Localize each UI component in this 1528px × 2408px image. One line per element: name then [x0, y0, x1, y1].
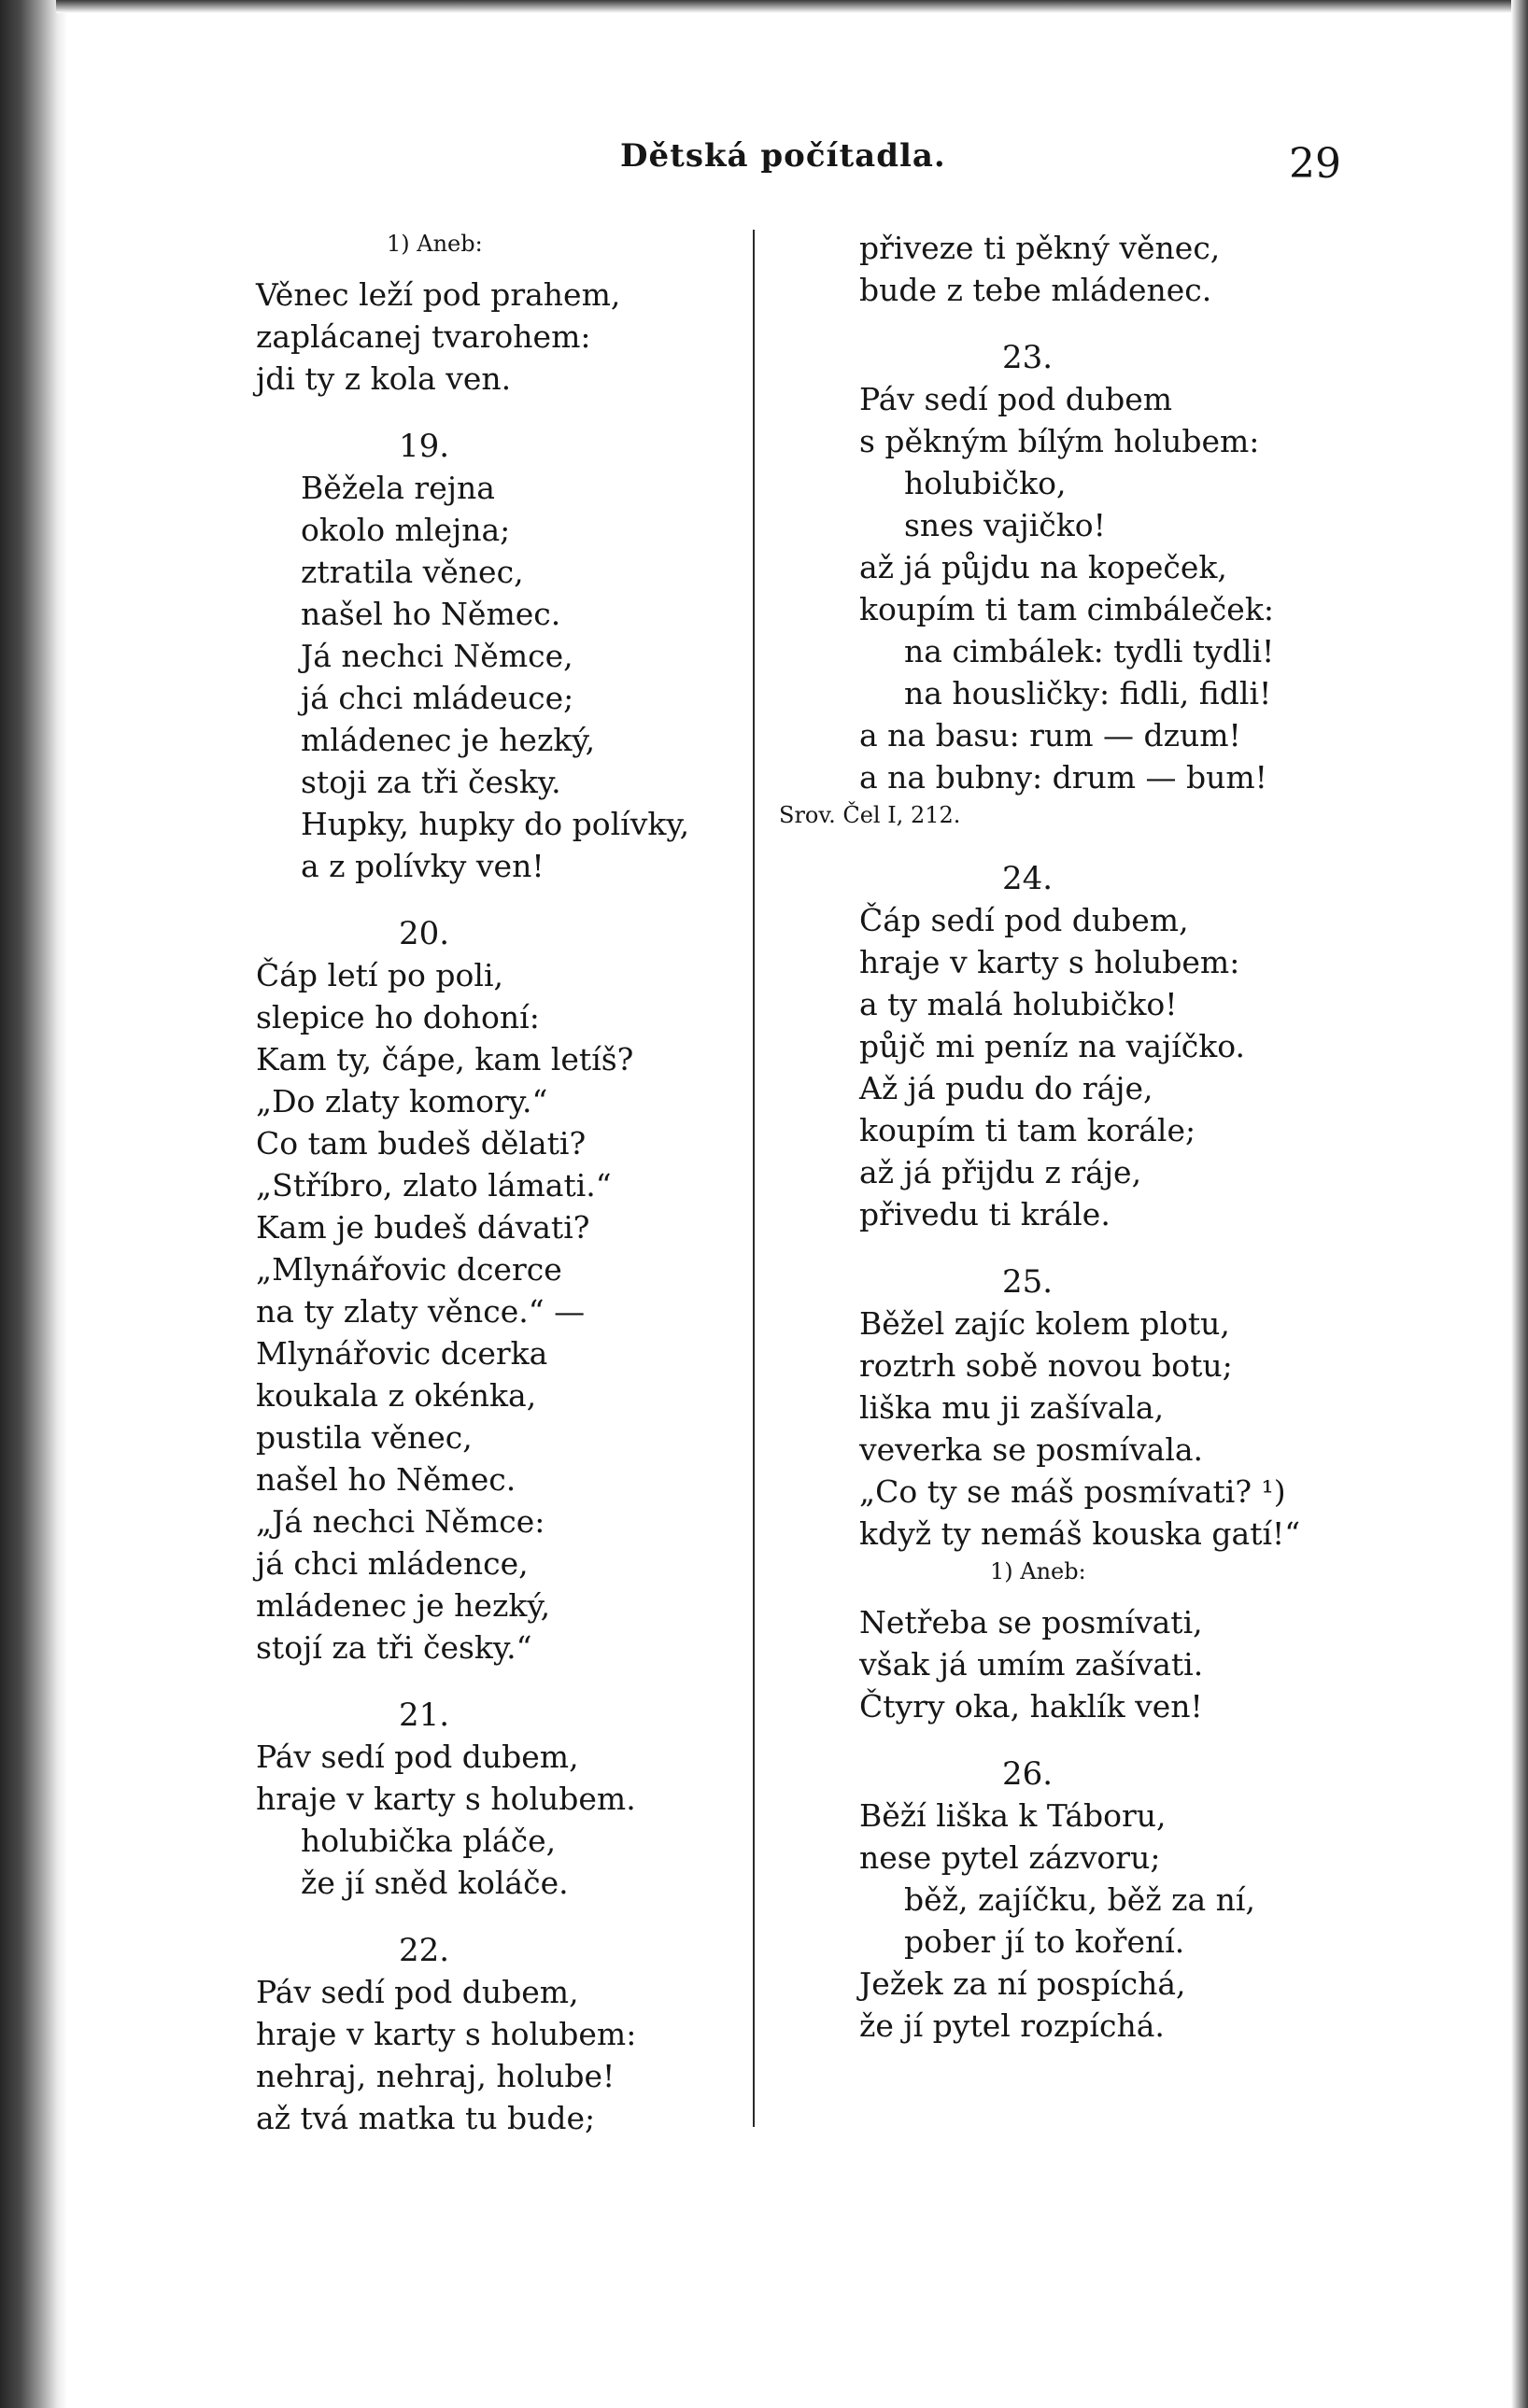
poem-number: 26. [1001, 1755, 1054, 1793]
verse-line: „Mlynářovic dcerce [256, 1251, 562, 1288]
verse-line: na housličky: fidli, fidli! [904, 675, 1272, 711]
verse-line: Ježek za ní pospíchá, [859, 1965, 1186, 2002]
verse-line: Běžel zajíc kolem plotu, [859, 1305, 1230, 1342]
verse-line: na cimbálek: tydli tydli! [904, 633, 1275, 669]
verse-line: snes vajičko! [904, 507, 1106, 543]
poem-number: 22. [398, 1932, 450, 1969]
verse-line: Čtyry oka, haklík ven! [859, 1688, 1203, 1725]
verse-line: Páv sedí pod dubem, [256, 1739, 579, 1775]
verse-line: koupím ti tam cimbáleček: [859, 591, 1274, 627]
verse-line: Páv sedí pod dubem, [256, 1974, 579, 2010]
poem-number: 24. [1001, 860, 1054, 897]
verse-line: mládenec je hezký, [301, 722, 596, 758]
verse-line: já chci mládeuce; [301, 680, 574, 716]
verse-line: ztratila věnec, [301, 554, 524, 590]
verse-line: přivedu ti krále. [859, 1196, 1111, 1232]
verse-line: Čáp sedí pod dubem, [859, 902, 1189, 938]
verse-line: že jí pytel rozpíchá. [859, 2007, 1165, 2044]
poem-number: 21. [398, 1697, 450, 1734]
verse-line: Čáp letí po poli, [256, 957, 503, 993]
poem-19 [256, 426, 742, 887]
poem-number: 25. [1001, 1263, 1054, 1301]
verse-line: zaplácanej tvarohem: [256, 318, 591, 355]
verse-line: Netřeba se posmívati, [859, 1604, 1203, 1641]
verse-line: a z polívky ven! [301, 848, 545, 884]
verse-line: pober jí to koření. [904, 1923, 1185, 1960]
verse-line: přiveze ti pěkný věnec, [859, 230, 1221, 266]
footnote-18 [256, 227, 742, 400]
verse-line: „Já nechci Němce: [256, 1503, 545, 1540]
poem-26 [859, 1753, 1345, 2047]
verse-line: jdi ty z kola ven. [256, 360, 512, 397]
verse-line: Co tam budeš dělati? [256, 1125, 587, 1162]
verse-line: „Co ty se máš posmívati? ¹) [859, 1473, 1286, 1510]
page-number: 29 [1289, 140, 1341, 188]
footnote-25 [859, 1555, 1345, 1727]
page-edge-shadow-left [0, 0, 67, 2408]
verse-line: a na bubny: drum — bum! [859, 759, 1267, 796]
poem-20 [256, 913, 742, 1669]
poem-21 [256, 1695, 742, 1904]
poem-number: 20. [398, 915, 450, 952]
verse-line: hraje v karty s holubem: [256, 2016, 637, 2052]
verse-line: stojí za tři česky.“ [256, 1629, 532, 1666]
verse-line: Až já pudu do ráje, [859, 1070, 1153, 1106]
verse-line: s pěkným bílým holubem: [859, 423, 1260, 459]
verse-line: až tvá matka tu bude; [256, 2100, 596, 2136]
verse-line: veverka se posmívala. [859, 1431, 1204, 1468]
verse-line: slepice ho dohoní: [256, 999, 540, 1035]
running-head-title: Dětská počítadla. [620, 137, 946, 175]
verse-line: holubičko, [904, 465, 1067, 501]
verse-line: holubička pláče, [301, 1823, 557, 1859]
verse-line: Hupky, hupky do polívky, [301, 806, 690, 842]
page-edge-shadow-top [56, 0, 1528, 13]
verse-line: Věnec leží pod prahem, [256, 276, 621, 313]
poem-24 [859, 858, 1345, 1235]
verse-line: koukala z okénka, [256, 1377, 537, 1414]
verse-line: že jí sněd koláče. [301, 1865, 569, 1901]
verse-line: našel ho Němec. [301, 596, 561, 632]
verse-line: „Do zlaty komory.“ [256, 1083, 548, 1120]
verse-line: koupím ti tam korále; [859, 1112, 1196, 1148]
verse-line: až já půjdu na kopeček, [859, 549, 1227, 585]
verse-line: bude z tebe mládenec. [859, 272, 1212, 308]
poem-number: 23. [1001, 339, 1054, 376]
verse-line: půjč mi peníz na vajíčko. [859, 1028, 1246, 1064]
verse-line: okolo mlejna; [301, 512, 511, 548]
verse-line: roztrh sobě novou botu; [859, 1347, 1233, 1384]
verse-line: já chci mládence, [256, 1545, 529, 1582]
footnote-label: 1) Aneb: [387, 231, 483, 257]
verse-line: Já nechci Němce, [301, 638, 573, 674]
verse-line: našel ho Němec. [256, 1461, 516, 1498]
verse-line: nehraj, nehraj, holube! [256, 2058, 615, 2094]
verse-line: až já přijdu z ráje, [859, 1154, 1142, 1190]
left-column [256, 227, 742, 2139]
verse-line: a na basu: rum — dzum! [859, 717, 1241, 753]
verse-line: na ty zlaty věnce.“ — [256, 1293, 586, 1330]
verse-line: stoji za tři česky. [301, 764, 561, 800]
poem-22 [256, 1930, 742, 2139]
verse-line: Kam je budeš dávati? [256, 1209, 590, 1246]
footnote-label: 1) Aneb: [990, 1558, 1086, 1584]
poem-25 [859, 1261, 1345, 1555]
verse-line: běž, zajíčku, běž za ní, [904, 1881, 1255, 1918]
source-reference: Srov. Čel I, 212. [779, 802, 961, 828]
verse-line: Běží liška k Táboru, [859, 1797, 1167, 1834]
verse-line: Běžela rejna [301, 470, 495, 506]
verse-line: „Stříbro, zlato lámati.“ [256, 1167, 612, 1204]
right-column [779, 227, 1345, 2047]
verse-line: Páv sedí pod dubem [859, 381, 1173, 417]
column-divider [753, 230, 755, 2127]
poem-23 [779, 337, 1345, 832]
page-edge-shadow-right [1511, 0, 1528, 2408]
verse-line: hraje v karty s holubem. [256, 1781, 636, 1817]
verse-line: nese pytel zázvoru; [859, 1839, 1161, 1876]
verse-line: Mlynářovic dcerka [256, 1335, 548, 1372]
poem-22-continued [859, 227, 1345, 311]
verse-line: když ty nemáš kouska gatí!“ [859, 1515, 1301, 1552]
verse-line: hraje v karty s holubem: [859, 944, 1240, 980]
verse-line: Kam ty, čápe, kam letíš? [256, 1041, 634, 1077]
verse-line: mládenec je hezký, [256, 1587, 551, 1624]
verse-line: však já umím zašívati. [859, 1646, 1204, 1683]
poem-number: 19. [398, 428, 450, 465]
verse-line: liška mu ji zašívala, [859, 1389, 1165, 1426]
verse-line: pustila věnec, [256, 1419, 473, 1456]
verse-line: a ty malá holubičko! [859, 986, 1178, 1022]
